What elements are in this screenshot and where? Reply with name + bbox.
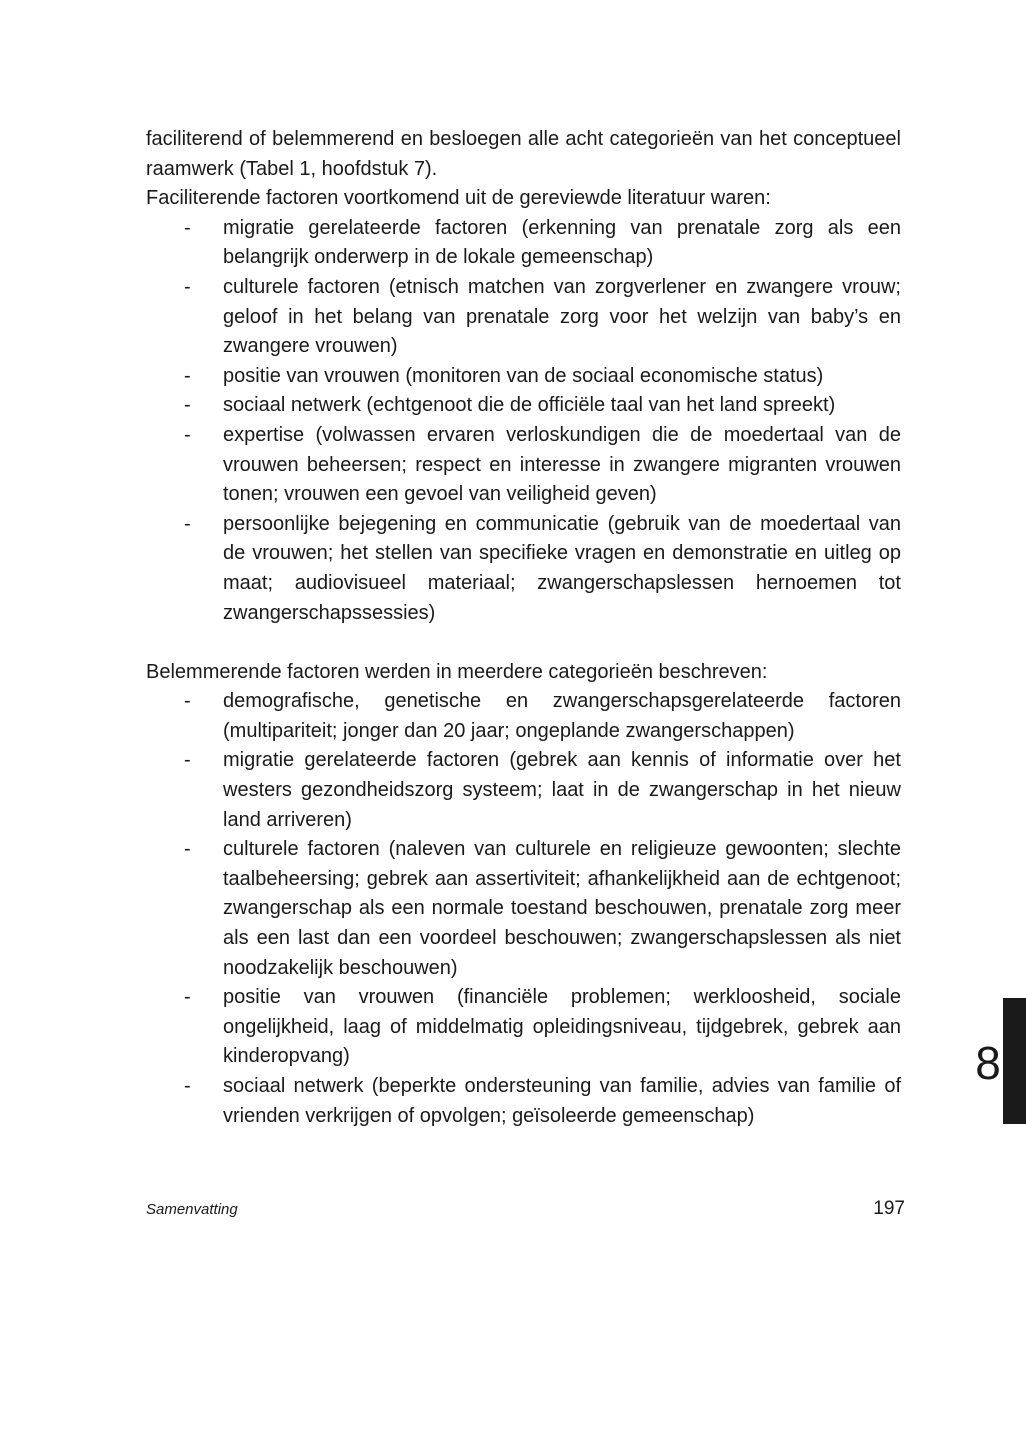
dash-marker: -	[184, 364, 191, 387]
list-item-text: positie van vrouwen (monitoren van de sociaal economische status)	[223, 364, 824, 387]
page-number: 197	[873, 1198, 905, 1219]
list-item	[146, 421, 901, 510]
list-item	[146, 391, 901, 421]
dash-marker: -	[184, 1075, 191, 1097]
list-item-text: persoonlijke bejegening en communicatie (gebruik van de moedertaal van de vrouwen; het stellen van specifieke vragen en demonstratie en uitleg op maat; audiovisueel materiaal; zwangerschapslessen hernoemen tot zwangerschapssessies)	[223, 512, 901, 624]
list-item	[146, 214, 901, 273]
list-item-text: sociaal netwerk (echtgenoot die de officiële taal van het land spreekt)	[223, 394, 836, 417]
list-item-text: culturele factoren (etnisch matchen van zorgverlener en zwangere vrouw; geloof in het belang van prenatale zorg voor het welzijn van baby’s en zwangere vrouwen)	[223, 275, 901, 358]
list-item	[146, 687, 901, 746]
list-item	[146, 362, 901, 392]
dash-marker: -	[184, 394, 191, 417]
footer-section-title: Samenvatting	[146, 1201, 238, 1218]
list-item-text: positie van vrouwen (financiële problemen; werkloosheid, sociale ongelijkheid, laag of middelmatig opleidingsniveau, tijdgebrek, gebrek aan kinderopvang)	[223, 986, 901, 1068]
dash-marker: -	[184, 749, 191, 772]
dash-marker: -	[184, 423, 191, 446]
list-item-text: migratie gerelateerde factoren (gebrek aan kennis of informatie over het westers gezondheidszorg systeem; laat in de zwangerschap in het nieuw land arriveren)	[223, 749, 901, 831]
dash-marker: -	[184, 275, 191, 298]
list-item-text: expertise (volwassen ervaren verloskundigen die de moedertaal van de vrouwen beheersen; respect en interesse in zwangere migranten vrouwen tonen; vrouwen een gevoel van veiligheid geven)	[223, 423, 901, 506]
dash-marker: -	[184, 690, 191, 713]
list-item-text: migratie gerelateerde factoren (erkenning van prenatale zorg als een belangrijk onderwerp in de lokale gemeenschap)	[223, 216, 901, 269]
intro-paragraph: faciliterend of belemmerend en besloegen alle acht categorieën van het conceptueel raamwerk (Tabel 1, hoofdstuk 7).	[146, 128, 901, 180]
list-item-text: demografische, genetische en zwangerschapsgerelateerde factoren (multipariteit; jonger dan 20 jaar; ongeplande zwangerschappen)	[223, 690, 901, 742]
hindering-list	[146, 687, 901, 1131]
list-item	[146, 835, 901, 983]
dash-marker: -	[184, 986, 191, 1009]
dash-marker: -	[184, 512, 191, 535]
list-item	[146, 273, 901, 362]
list-item	[146, 746, 901, 835]
list-item	[146, 1072, 901, 1131]
paragraph-spacer	[146, 628, 901, 658]
hindering-heading: Belemmerende factoren werden in meerdere categorieën beschreven:	[146, 660, 768, 683]
dash-marker: -	[184, 838, 191, 861]
list-item	[146, 983, 901, 1072]
list-item	[146, 510, 901, 628]
facilitating-list	[146, 214, 901, 628]
list-item-text: sociaal netwerk (beperkte ondersteuning van familie, advies van familie of vrienden verkrijgen of opvolgen; geïsoleerde gemeenschap)	[223, 1075, 901, 1127]
facilitating-heading: Faciliterende factoren voortkomend uit de gereviewde literatuur waren:	[146, 187, 771, 210]
chapter-number: 8	[975, 1037, 1001, 1089]
body-text	[146, 125, 901, 1131]
dash-marker: -	[184, 216, 191, 239]
list-item-text: culturele factoren (naleven van culturele en religieuze gewoonten; slechte taalbeheersing; gebrek aan assertiviteit; afhankelijkheid aan de echtgenoot; zwangerschap als een normale toestand beschouwen, prenatale zorg meer als een last dan een voordeel beschouwen; zwangerschapslessen als niet noodzakelijk beschouwen)	[223, 838, 901, 979]
